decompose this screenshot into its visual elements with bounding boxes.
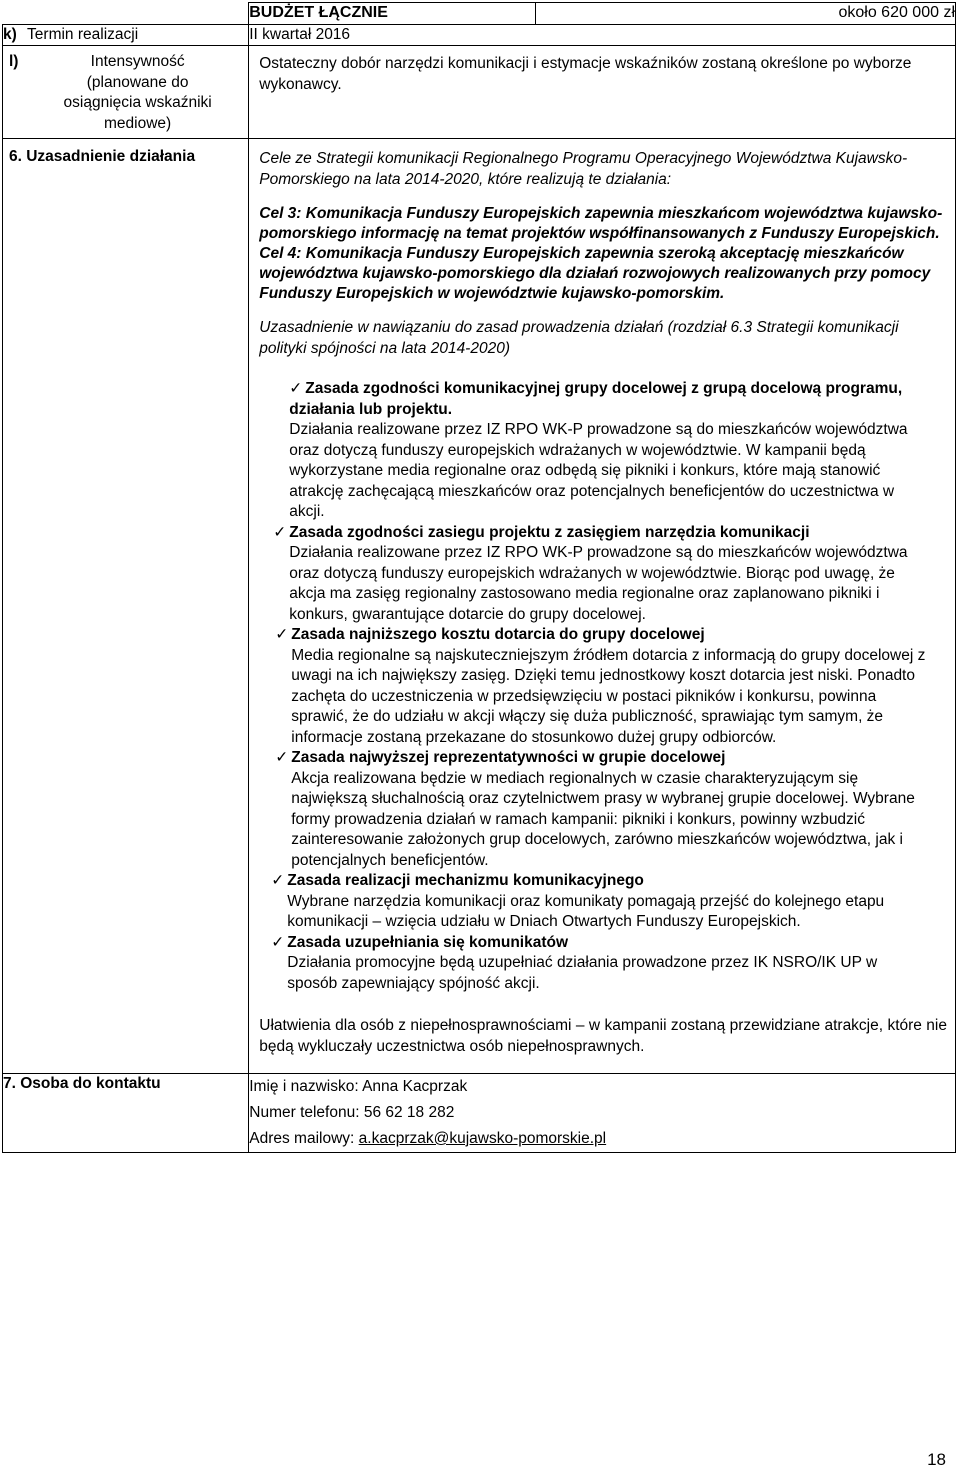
zasady-list xyxy=(249,359,955,994)
zasada-heading xyxy=(289,379,947,420)
uzasadnienie-content xyxy=(249,139,956,1074)
page-number: 18 xyxy=(927,1450,946,1469)
zasada-heading-text: Zasada najwyższej reprezentatywności w grupie docelowej xyxy=(291,749,726,766)
contact-email-link[interactable]: a.kacprzak@kujawsko-pomorskie.pl xyxy=(358,1130,607,1147)
intensywnosc-label-line: mediowe) xyxy=(104,114,172,132)
uzasadnienie-label: 6. Uzasadnienie działania xyxy=(3,139,249,1074)
zasada-item xyxy=(271,871,947,933)
zasada-heading xyxy=(275,748,947,769)
zasada-body: Wybrane narzędzia komunikacji oraz komunikaty pomagają przejść do kolejnego etapu komunikacji – wzięcia udziału w Dniach Otwartych Funduszy Europejskich. xyxy=(287,892,885,930)
zasada-body: Akcja realizowana będzie w mediach regionalnych w czasie charakteryzującym się największą słuchalnością oraz czytelnictwem prasy w wybranej grupie docelowej. Wybrane formy prowadzenia działań w ramach kampanii: pikniki i konkurs, powinny wzbudzić zainteresowanie założonych grup docelowych, zarówno mieszkańców województwa, jak i potencjalnych beneficjentów. xyxy=(291,769,915,869)
cel-3-text: Cel 3: Komunikacja Funduszy Europejskich zapewnia mieszkańcom województwa kujawsko-pomorskiego informację na temat projektów współfinansowanych z Funduszy Europejskich. xyxy=(259,205,943,242)
termin-value: II kwartał 2016 xyxy=(249,24,956,46)
project-table xyxy=(2,2,956,1153)
kontakt-details xyxy=(249,1074,956,1153)
zasada-heading-text: Zasada uzupełniania się komunikatów xyxy=(287,933,569,951)
contact-phone: Numer telefonu: 56 62 18 282 xyxy=(249,1104,455,1121)
uzasadnienie-row xyxy=(3,139,956,1074)
ulatwienia-text: Ułatwienia dla osób z niepełnosprawnościami – w kampanii zostaną przewidziane atrakcje, które nie będą wykluczały uczestnictwa osób niepełnosprawnych. xyxy=(259,1017,947,1055)
check-icon: ✓ xyxy=(271,872,285,889)
check-icon: ✓ xyxy=(275,749,289,766)
check-icon: ✓ xyxy=(273,523,287,541)
intensywnosc-value: Ostateczny dobór narzędzi komunikacji i estymacje wskaźników zostaną określone po wyborze wykonawcy. xyxy=(249,46,956,139)
zasada-item xyxy=(275,748,947,871)
zasada-body: Działania realizowane przez IZ RPO WK-P prowadzone są do mieszkańców województwa oraz dotyczą funduszy europejskich wdrażanych w województwie. Biorąc pod uwagę, że akcja ma zasięg regionalny zastosowano media regionalne oraz zaplanowano pikniki i konkurs, gwarantujące dotarcie do grupy docelowej. xyxy=(289,544,908,623)
zasada-body: Działania realizowane przez IZ RPO WK-P prowadzone są do mieszkańców województwa oraz dotyczą funduszy europejskich wdrażanych w województwie. W kampanii będą wykorzystane media regionalne oraz odbędą się pikniki i konkurs, które mają stanowić atrakcję zachęcającą mieszkańców oraz potencjalnych beneficjentów do uczestnictwa w akcji. xyxy=(289,421,908,520)
intensywnosc-label-cell xyxy=(3,46,249,139)
zasada-item xyxy=(275,625,947,748)
contact-name: Imię i nazwisko: Anna Kacprzak xyxy=(249,1078,468,1095)
zasada-item xyxy=(283,379,947,523)
intensywnosc-label-line: Intensywność xyxy=(90,53,185,70)
intensywnosc-label-line: (planowane do xyxy=(86,73,189,91)
cel-4-text: Cel 4: Komunikacja Funduszy Europejskich zapewnia szeroką akceptację mieszkańców województwa kujawsko-pomorskiego dla działań rozwojowych realizowanych przy pomocy Funduszy Europejskich w województwie kujawsko-pomorskim. xyxy=(259,245,931,302)
cele-intro: Cele ze Strategii komunikacji Regionalnego Programu Operacyjnego Województwa Kujawsko-Pomorskiego na lata 2014-2020, które realizują te działania: xyxy=(259,150,908,188)
kontakt-label: 7. Osoba do kontaktu xyxy=(3,1074,249,1153)
budget-row xyxy=(3,3,956,25)
zasada-body: Media regionalne są najskuteczniejszym źródłem dotarcia z informacją do grupy docelowej z uwagi na ich największy zasięg. Dzięki temu jednostkowy koszt dotarcia jest niski. Ponadto zachęta do uczestniczenia w przedsięwzięciu w postaci pikników i konkursu, powinna sprawić, że do udziału w akcji włączy się duża publiczność, sprawiając tym samym, że informacje zostaną przekazane do stosunkowo dużej grupy odbiorców. xyxy=(291,646,926,746)
cel-3 xyxy=(249,190,955,304)
budget-title: BUDŻET ŁĄCZNIE xyxy=(249,3,535,25)
contact-email-line xyxy=(249,1126,955,1152)
zasada-heading xyxy=(271,933,947,954)
termin-row xyxy=(3,24,956,46)
contact-email-label: Adres mailowy: xyxy=(249,1130,359,1147)
termin-key: k) xyxy=(3,25,17,43)
check-icon: ✓ xyxy=(275,626,289,643)
zasada-heading-text: Zasada zgodności zasiegu projektu z zasięgiem narzędzia komunikacji xyxy=(289,523,810,541)
zasada-item xyxy=(271,933,947,995)
zasada-heading xyxy=(275,625,947,646)
zasada-body: Działania promocyjne będą uzupełniać działania prowadzone przez IK NSRO/IK UP w sposób zapewniający spójność akcji. xyxy=(287,954,878,992)
check-icon: ✓ xyxy=(271,933,285,951)
nawiazanie-text: Uzasadnienie w nawiązaniu do zasad prowadzenia działań (rozdział 6.3 Strategii komunikacji polityki spójności na lata 2014-2020) xyxy=(259,319,899,357)
zasada-heading xyxy=(271,871,947,892)
intensywnosc-label xyxy=(33,52,242,134)
intensywnosc-label-line: osiągnięcia wskaźniki xyxy=(63,94,212,111)
zasada-heading-text: Zasada realizacji mechanizmu komunikacyjnego xyxy=(287,872,644,889)
zasada-heading xyxy=(273,523,947,544)
kontakt-row xyxy=(3,1074,956,1153)
intensywnosc-key: l) xyxy=(9,53,19,70)
intensywnosc-row xyxy=(3,46,956,139)
termin-label-cell xyxy=(3,24,249,46)
zasada-heading-text: Zasada najniższego kosztu dotarcia do grupy docelowej xyxy=(291,626,705,643)
budget-amount: około 620 000 zł xyxy=(535,3,955,25)
budget-empty-cell xyxy=(3,3,249,25)
zasada-item xyxy=(273,523,947,626)
check-icon: ✓ xyxy=(289,380,303,397)
termin-label: Termin realizacji xyxy=(27,25,139,43)
zasada-heading-text: Zasada zgodności komunikacyjnej grupy docelowej z grupą docelową programu, działania lub projektu. xyxy=(289,380,903,418)
